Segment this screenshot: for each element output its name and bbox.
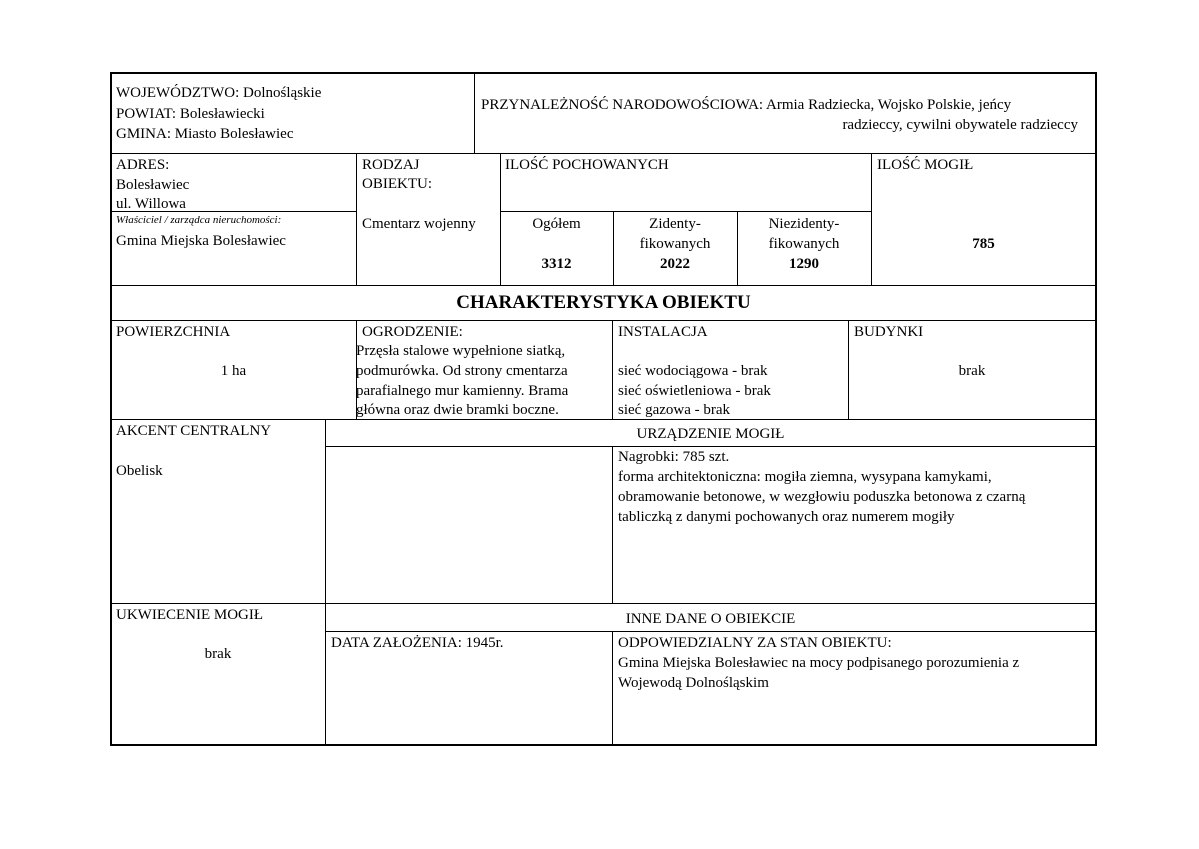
flowers-label: UKWIECENIE MOGIŁ <box>116 607 264 623</box>
fencing-line-1: Przęsła stalowe wypełnione siatką, <box>356 343 566 359</box>
row-divider-characteristics <box>111 285 1096 286</box>
row-divider-characteristics-title <box>111 320 1096 321</box>
identified-label-2: fikowanych <box>639 236 711 252</box>
fencing-line-2: podmurówka. Od strony cmentarza <box>356 363 568 379</box>
installation-label: INSTALACJA <box>618 324 708 340</box>
central-accent-label: AKCENT CENTRALNY <box>116 423 272 439</box>
installation-gas: sieć gazowa - brak <box>618 402 731 418</box>
grave-arrangement-line-3: obramowanie betonowe, w wezgłowiu poduszka betonowa z czarną <box>618 489 1026 505</box>
responsible-label: ODPOWIEDZIALNY ZA STAN OBIEKTU: <box>618 635 892 651</box>
responsible-line-2: Wojewodą Dolnośląskim <box>618 675 769 691</box>
owner-label: Właściciel / zarządca nieruchomości: <box>116 214 282 226</box>
col-divider-left-lower <box>325 419 326 745</box>
fencing-label: OGRODZENIE: <box>362 324 463 340</box>
buried-total-value: 3312 <box>541 256 572 272</box>
owner-value: Gmina Miejska Bolesławiec <box>116 233 286 249</box>
graves-value: 785 <box>972 236 995 252</box>
grave-arrangement-label: URZĄDZENIE MOGIŁ <box>636 426 785 442</box>
fencing-line-3: parafialnego mur kamienny. Brama <box>356 383 569 399</box>
identified-value: 2022 <box>660 256 690 272</box>
col-divider-buried <box>871 153 872 285</box>
characteristics-title: CHARAKTERYSTYKA OBIEKTU <box>456 292 751 313</box>
responsible-line-1: Gmina Miejska Bolesławiec na mocy podpisanego porozumienia z <box>618 655 1020 671</box>
buildings-label: BUDYNKI <box>854 324 924 340</box>
unidentified-value: 1290 <box>789 256 819 272</box>
grave-arrangement-line-4: tabliczką z danymi pochowanych oraz numerem mogiły <box>618 509 955 525</box>
county: POWIAT: Bolesławiecki <box>116 106 265 122</box>
col-divider-address <box>356 153 357 285</box>
address-label: ADRES: <box>116 157 170 173</box>
row-divider-grave-arrangement <box>325 446 1096 447</box>
col-divider-grave-arrangement <box>612 446 613 603</box>
fencing-line-4: główna oraz dwie bramki boczne. <box>356 402 559 418</box>
commune: GMINA: Miasto Bolesławiec <box>116 126 294 142</box>
voivodeship: WOJEWÓDZTWO: Dolnośląskie <box>116 85 322 101</box>
row-divider-header <box>111 153 1096 154</box>
unidentified-label-1: Niezidenty- <box>768 216 840 232</box>
buried-label: ILOŚĆ POCHOWANYCH <box>505 157 669 173</box>
address-city: Bolesławiec <box>116 177 190 193</box>
buildings-value: brak <box>958 363 986 379</box>
col-divider-other-data <box>612 631 613 745</box>
other-data-label: INNE DANE O OBIEKCIE <box>625 611 796 627</box>
graves-label: ILOŚĆ MOGIŁ <box>877 157 974 173</box>
object-type-label-1: RODZAJ <box>362 157 420 173</box>
row-divider-buried-sub <box>500 211 871 212</box>
col-divider-fencing <box>612 320 613 419</box>
object-type-label-2: OBIEKTU: <box>362 176 432 192</box>
row-divider-flowers <box>111 603 1096 604</box>
col-divider-header <box>474 73 475 153</box>
grave-arrangement-line-1: Nagrobki: 785 szt. <box>618 449 730 465</box>
row-divider-other-data <box>325 631 1096 632</box>
address-street: ul. Willowa <box>116 196 186 212</box>
row-divider-accent <box>111 419 1096 420</box>
founded-date: DATA ZAŁOŻENIA: 1945r. <box>331 635 504 651</box>
area-value: 1 ha <box>220 363 247 379</box>
installation-lighting: sieć oświetleniowa - brak <box>618 383 771 399</box>
identified-label-1: Zidenty- <box>649 216 701 232</box>
unidentified-label-2: fikowanych <box>768 236 840 252</box>
installation-water: sieć wodociągowa - brak <box>618 363 768 379</box>
grave-arrangement-line-2: forma architektoniczna: mogiła ziemna, wysypana kamykami, <box>618 469 992 485</box>
nationality-line-1: PRZYNALEŻNOŚĆ NARODOWOŚCIOWA: Armia Radziecka, Wojsko Polskie, jeńcy <box>481 97 1012 113</box>
buried-total-label: Ogółem <box>532 216 581 232</box>
area-label: POWIERZCHNIA <box>116 324 231 340</box>
flowers-value: brak <box>204 646 232 662</box>
central-accent-value: Obelisk <box>116 463 163 479</box>
object-type-value: Cmentarz wojenny <box>362 216 476 232</box>
nationality-line-2: radzieccy, cywilni obywatele radzieccy <box>842 117 1078 133</box>
